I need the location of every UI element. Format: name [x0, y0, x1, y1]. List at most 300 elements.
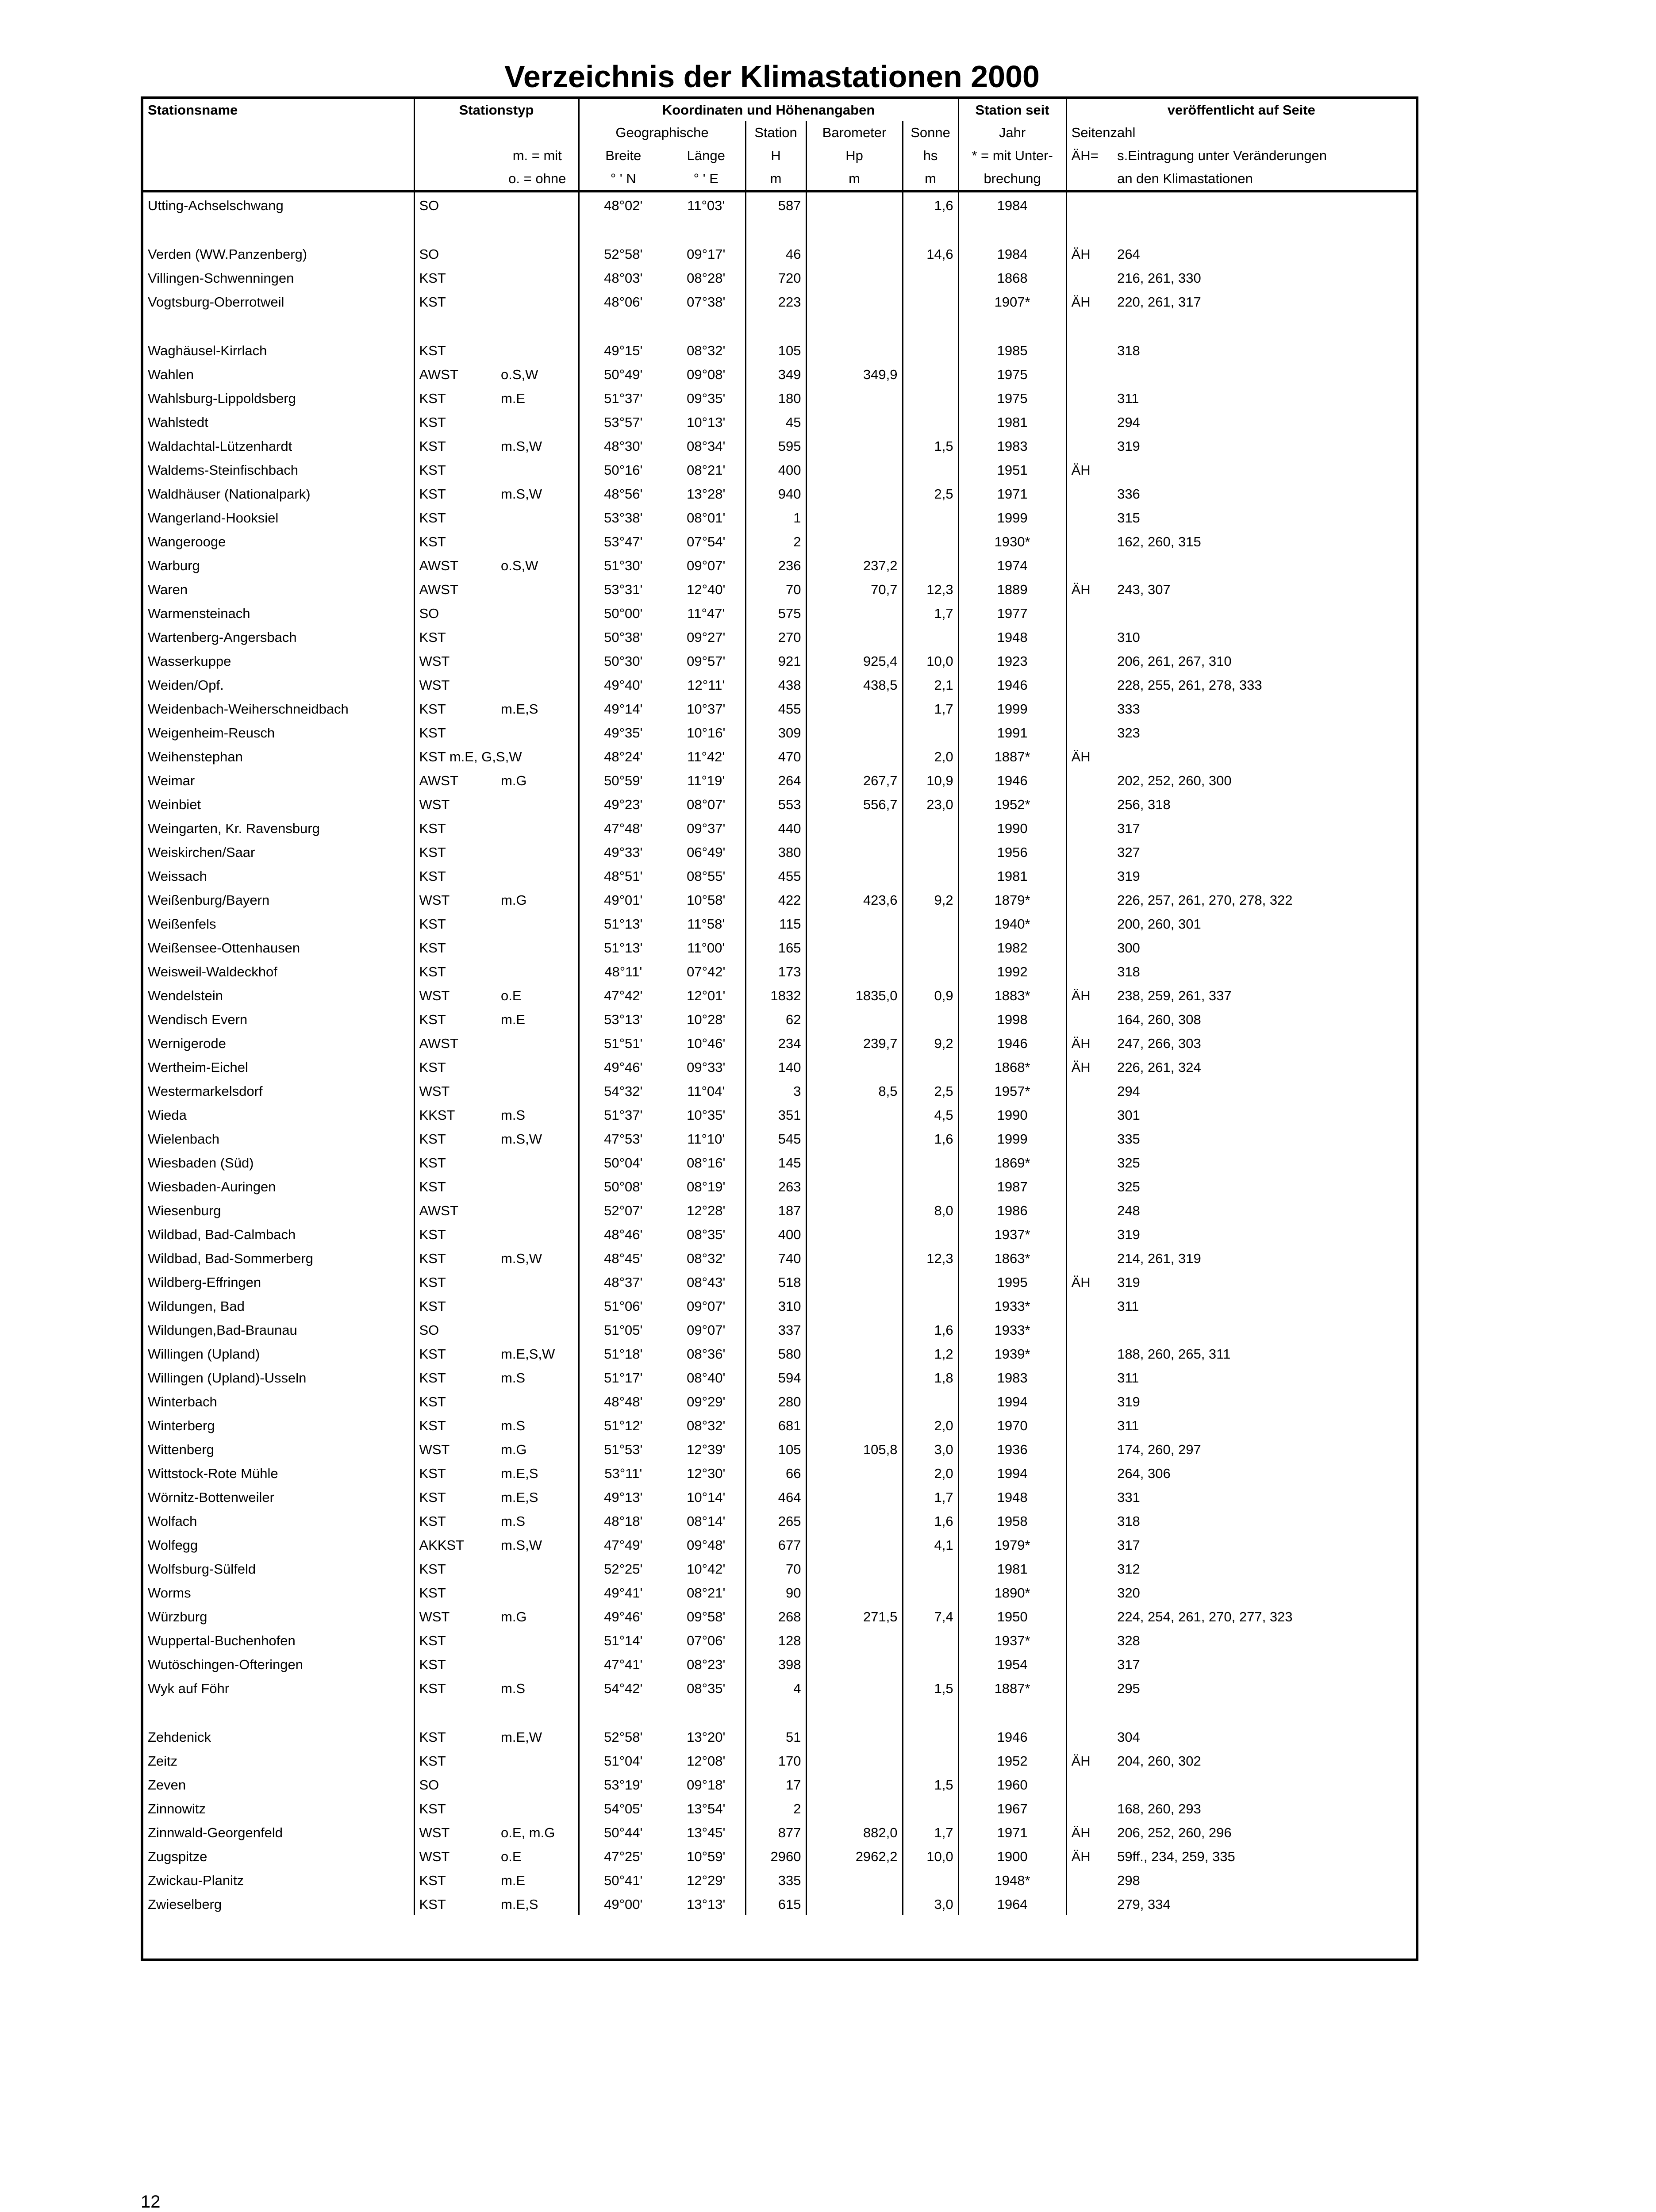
- sonne-hs: 1,6: [903, 1508, 958, 1532]
- seiten: 294: [1117, 1083, 1140, 1099]
- seiten: 319: [1117, 438, 1140, 454]
- breite: 51°13': [579, 935, 667, 959]
- laenge: 08°36': [687, 1346, 726, 1362]
- header-koordinaten: Koordinaten und Höhenangaben: [579, 99, 958, 121]
- barometer-hp: [806, 1867, 903, 1891]
- seiten: 188, 260, 265, 311: [1117, 1346, 1231, 1362]
- jahr: 1946: [958, 768, 1066, 791]
- jahr: 1977: [958, 600, 1066, 624]
- seiten: 323: [1117, 725, 1140, 741]
- laenge: 10°37': [687, 701, 726, 717]
- hoehe-h: 553: [745, 791, 806, 815]
- aenderung: [1066, 600, 1113, 624]
- aenderung: [1066, 1867, 1113, 1891]
- station-typ: KST: [414, 1508, 496, 1532]
- station-typ: KST: [414, 1221, 496, 1245]
- station-typ: SO: [414, 241, 496, 265]
- breite: 49°41': [579, 1580, 667, 1604]
- hoehe-h: 594: [745, 1365, 806, 1389]
- sonne-hs: 2,5: [903, 481, 958, 505]
- header-veroeffentlicht: veröffentlicht auf Seite: [1066, 99, 1416, 121]
- station-mit-ohne: [496, 457, 579, 481]
- barometer-hp: [806, 1651, 903, 1675]
- sonne-hs: 1,7: [903, 1484, 958, 1508]
- hoehe-h: 681: [745, 1413, 806, 1436]
- jahr: 1946: [958, 1724, 1066, 1748]
- station-typ: SO: [414, 600, 496, 624]
- breite: 48°45': [579, 1245, 667, 1269]
- station-mit-ohne: [496, 1748, 579, 1772]
- station-typ: WST: [414, 1843, 496, 1867]
- station-typ: KST: [414, 1867, 496, 1891]
- station-typ: KST: [414, 409, 496, 433]
- jahr: 1946: [958, 1030, 1066, 1054]
- barometer-hp: [806, 385, 903, 409]
- table-row: [143, 1006, 1416, 1030]
- sonne-hs: 2,0: [903, 1460, 958, 1484]
- station-name: Weimar: [148, 773, 195, 788]
- station-name: Wangerland-Hooksiel: [148, 510, 279, 526]
- table-row: [143, 576, 1416, 600]
- jahr: 1999: [958, 696, 1066, 720]
- station-typ: KST: [414, 1556, 496, 1580]
- laenge: 08°32': [687, 1418, 726, 1433]
- seiten: [1113, 457, 1416, 481]
- hoehe-h: 580: [745, 1341, 806, 1365]
- hoehe-h: 145: [745, 1150, 806, 1174]
- aenderung: [1066, 815, 1113, 839]
- station-mit-ohne: m.S,W: [501, 486, 542, 502]
- breite: 48°02': [579, 192, 667, 217]
- sonne-hs: [903, 720, 958, 744]
- sonne-hs: 3,0: [903, 1891, 958, 1915]
- station-mit-ohne: [496, 672, 579, 696]
- jahr: 1958: [958, 1508, 1066, 1532]
- seiten: 226, 257, 261, 270, 278, 322: [1117, 892, 1293, 908]
- hoehe-h: 380: [745, 839, 806, 863]
- station-mit-ohne: [496, 1221, 579, 1245]
- laenge: 08°23': [687, 1657, 726, 1672]
- header-geographische: Geographische: [579, 121, 745, 144]
- station-mit-ohne: [496, 839, 579, 863]
- jahr: 1994: [958, 1389, 1066, 1413]
- laenge: 10°58': [687, 892, 726, 908]
- sonne-hs: 1,7: [903, 600, 958, 624]
- seiten: 317: [1117, 1537, 1140, 1553]
- station-name: Wendisch Evern: [148, 1012, 248, 1027]
- seiten: 162, 260, 315: [1117, 534, 1201, 549]
- aenderung: ÄH: [1066, 576, 1113, 600]
- station-name: Weißenburg/Bayern: [148, 892, 270, 908]
- aenderung: [1066, 505, 1113, 529]
- aenderung: [1066, 1389, 1113, 1413]
- station-mit-ohne: [496, 1772, 579, 1796]
- breite: 48°18': [579, 1508, 667, 1532]
- header-brechung: brechung: [958, 167, 1066, 192]
- hoehe-h: 337: [745, 1317, 806, 1341]
- station-typ: KST: [414, 289, 496, 313]
- jahr: 1868*: [958, 1054, 1066, 1078]
- station-name: Waldachtal-Lützenhardt: [148, 438, 292, 454]
- laenge: 09°33': [687, 1060, 726, 1075]
- hoehe-h: 2: [745, 529, 806, 553]
- breite: 53°11': [579, 1460, 667, 1484]
- header-hp: Hp: [806, 144, 903, 167]
- station-name: Wildbad, Bad-Sommerberg: [148, 1251, 313, 1266]
- station-mit-ohne: m.S: [501, 1418, 526, 1433]
- hoehe-h: 518: [745, 1269, 806, 1293]
- laenge: 08°16': [687, 1155, 726, 1171]
- station-typ: WST: [414, 1604, 496, 1628]
- sonne-hs: [903, 338, 958, 361]
- station-mit-ohne: [496, 505, 579, 529]
- table-row: [143, 505, 1416, 529]
- station-name: Wolfsburg-Sülfeld: [148, 1561, 256, 1577]
- station-typ: KST: [414, 720, 496, 744]
- breite: 51°06': [579, 1293, 667, 1317]
- jahr: 1992: [958, 959, 1066, 983]
- seiten: 247, 266, 303: [1117, 1036, 1201, 1051]
- barometer-hp: [806, 1891, 903, 1915]
- station-typ: KST: [414, 481, 496, 505]
- station-mit-ohne: m.S,W: [501, 438, 542, 454]
- seiten: [1113, 1317, 1416, 1341]
- breite: 49°13': [579, 1484, 667, 1508]
- barometer-hp: [806, 1460, 903, 1484]
- hoehe-h: 62: [745, 1006, 806, 1030]
- station-name: Wiesbaden (Süd): [148, 1155, 254, 1171]
- laenge: 11°47': [687, 606, 725, 621]
- aenderung: [1066, 959, 1113, 983]
- barometer-hp: [806, 959, 903, 983]
- station-name: Weiskirchen/Saar: [148, 845, 255, 860]
- aenderung: [1066, 1221, 1113, 1245]
- barometer-hp: 105,8: [806, 1436, 903, 1460]
- seiten: 317: [1117, 1657, 1140, 1672]
- station-mit-ohne: m.G: [501, 773, 527, 788]
- table-row: [143, 839, 1416, 863]
- jahr: 1923: [958, 648, 1066, 672]
- station-mit-ohne: m.E,W: [501, 1729, 542, 1745]
- barometer-hp: 1835,0: [806, 983, 903, 1006]
- seiten: 279, 334: [1117, 1897, 1171, 1912]
- sonne-hs: [903, 553, 958, 576]
- station-name: Wieda: [148, 1107, 187, 1123]
- sonne-hs: [903, 959, 958, 983]
- jahr: 1974: [958, 553, 1066, 576]
- barometer-hp: [806, 409, 903, 433]
- station-typ: KST: [414, 1126, 496, 1150]
- table-row: [143, 1532, 1416, 1556]
- barometer-hp: [806, 1126, 903, 1150]
- table-row: [143, 696, 1416, 720]
- seiten: 336: [1117, 486, 1140, 502]
- barometer-hp: 349,9: [806, 361, 903, 385]
- jahr: 1952: [958, 1748, 1066, 1772]
- hoehe-h: 51: [745, 1724, 806, 1748]
- jahr: 1890*: [958, 1580, 1066, 1604]
- laenge: 11°42': [687, 749, 725, 764]
- station-name: Willingen (Upland)-Usseln: [148, 1370, 307, 1386]
- station-name: Wahlstedt: [148, 415, 208, 430]
- station-name: Wasserkuppe: [148, 653, 231, 669]
- barometer-hp: [806, 1389, 903, 1413]
- station-name: Waldems-Steinfischbach: [148, 462, 298, 478]
- barometer-hp: 267,7: [806, 768, 903, 791]
- station-mit-ohne: [496, 1269, 579, 1293]
- laenge: 10°59': [687, 1849, 726, 1864]
- station-table: [143, 99, 1416, 1915]
- header-stationsname: Stationsname: [148, 102, 238, 118]
- barometer-hp: 70,7: [806, 576, 903, 600]
- breite: 52°58': [579, 1724, 667, 1748]
- station-mit-ohne: [496, 1389, 579, 1413]
- aenderung: [1066, 409, 1113, 433]
- sonne-hs: 1,6: [903, 1126, 958, 1150]
- seiten: 328: [1117, 1633, 1140, 1648]
- jahr: 1863*: [958, 1245, 1066, 1269]
- aenderung: [1066, 1365, 1113, 1389]
- aenderung: ÄH: [1066, 1054, 1113, 1078]
- sonne-hs: 2,1: [903, 672, 958, 696]
- header-ah: ÄH=: [1066, 144, 1113, 167]
- jahr: 1995: [958, 1269, 1066, 1293]
- hoehe-h: 115: [745, 911, 806, 935]
- station-typ: KST: [414, 863, 496, 887]
- jahr: 1940*: [958, 911, 1066, 935]
- hoehe-h: 677: [745, 1532, 806, 1556]
- station-name: Villingen-Schwenningen: [148, 270, 294, 286]
- aenderung: [1066, 1796, 1113, 1820]
- table-row: [143, 1174, 1416, 1198]
- breite: 49°15': [579, 338, 667, 361]
- aenderung: [1066, 1341, 1113, 1365]
- jahr: 1981: [958, 409, 1066, 433]
- station-mit-ohne: [496, 1030, 579, 1054]
- breite: 50°59': [579, 768, 667, 791]
- table-row: [143, 1484, 1416, 1508]
- station-mit-ohne: o.S,W: [501, 367, 538, 382]
- sonne-hs: [903, 1054, 958, 1078]
- seiten: 243, 307: [1117, 582, 1171, 597]
- station-typ: KST: [414, 1748, 496, 1772]
- laenge: 11°04': [687, 1083, 725, 1099]
- aenderung: [1066, 863, 1113, 887]
- jahr: 1994: [958, 1460, 1066, 1484]
- station-name: Wildungen, Bad: [148, 1298, 245, 1314]
- table-row: [143, 1389, 1416, 1413]
- station-name: Weingarten, Kr. Ravensburg: [148, 821, 320, 836]
- station-typ: WST: [414, 648, 496, 672]
- aenderung: [1066, 1293, 1113, 1317]
- jahr: 1970: [958, 1413, 1066, 1436]
- laenge: 08°55': [687, 868, 726, 884]
- sonne-hs: [903, 457, 958, 481]
- jahr: 1887*: [958, 744, 1066, 768]
- aenderung: [1066, 839, 1113, 863]
- station-mit-ohne: o.E, m.G: [501, 1825, 555, 1840]
- station-typ: WST: [414, 887, 496, 911]
- station-mit-ohne: [496, 241, 579, 265]
- station-name: Zinnowitz: [148, 1801, 206, 1816]
- hoehe-h: 1832: [745, 983, 806, 1006]
- station-name: Utting-Achselschwang: [148, 198, 284, 213]
- station-typ: WST: [414, 1820, 496, 1843]
- sonne-hs: [903, 815, 958, 839]
- station-name: Wutöschingen-Ofteringen: [148, 1657, 303, 1672]
- aenderung: [1066, 1174, 1113, 1198]
- barometer-hp: [806, 1054, 903, 1078]
- jahr: 1933*: [958, 1317, 1066, 1341]
- hoehe-h: 280: [745, 1389, 806, 1413]
- laenge: 07°38': [687, 294, 726, 310]
- hoehe-h: 422: [745, 887, 806, 911]
- breite: 51°12': [579, 1413, 667, 1436]
- sonne-hs: [903, 1221, 958, 1245]
- hoehe-h: 45: [745, 409, 806, 433]
- jahr: 1984: [958, 192, 1066, 217]
- barometer-hp: [806, 1341, 903, 1365]
- jahr: 1937*: [958, 1628, 1066, 1651]
- table-row: [143, 529, 1416, 553]
- station-mit-ohne: m.S: [501, 1370, 526, 1386]
- seiten: 310: [1117, 630, 1140, 645]
- station-name: Zinnwald-Georgenfeld: [148, 1825, 283, 1840]
- breite: 51°17': [579, 1365, 667, 1389]
- station-mit-ohne: [496, 959, 579, 983]
- station-name: Waren: [148, 582, 188, 597]
- seiten: 318: [1117, 1513, 1140, 1529]
- breite: 49°46': [579, 1054, 667, 1078]
- laenge: 11°19': [687, 773, 725, 788]
- aenderung: [1066, 433, 1113, 457]
- station-typ: KST: [414, 1796, 496, 1820]
- seiten: 206, 252, 260, 296: [1117, 1825, 1232, 1840]
- station-mit-ohne: m.S: [501, 1681, 526, 1696]
- station-mit-ohne: m.E,S: [501, 701, 538, 717]
- table-row: [143, 1030, 1416, 1054]
- sonne-hs: [903, 1628, 958, 1651]
- hoehe-h: 70: [745, 576, 806, 600]
- station-typ: WST: [414, 1078, 496, 1102]
- laenge: 11°10': [687, 1131, 725, 1147]
- breite: 49°01': [579, 887, 667, 911]
- breite: 48°30': [579, 433, 667, 457]
- aenderung: [1066, 791, 1113, 815]
- hoehe-h: 180: [745, 385, 806, 409]
- header-station-seit: Station seit: [958, 99, 1066, 121]
- barometer-hp: [806, 1198, 903, 1221]
- laenge: 07°42': [687, 964, 726, 979]
- sonne-hs: [903, 1580, 958, 1604]
- sonne-hs: 2,0: [903, 744, 958, 768]
- seiten: 311: [1117, 391, 1139, 406]
- aenderung: [1066, 935, 1113, 959]
- hoehe-h: 398: [745, 1651, 806, 1675]
- sonne-hs: [903, 624, 958, 648]
- station-typ: WST: [414, 983, 496, 1006]
- sonne-hs: 3,0: [903, 1436, 958, 1460]
- table-row: [143, 983, 1416, 1006]
- station-name: Weiden/Opf.: [148, 677, 224, 693]
- laenge: 11°03': [687, 198, 725, 213]
- hoehe-h: 17: [745, 1772, 806, 1796]
- aenderung: [1066, 1413, 1113, 1436]
- barometer-hp: [806, 241, 903, 265]
- station-mit-ohne: [496, 1054, 579, 1078]
- seiten: 200, 260, 301: [1117, 916, 1201, 932]
- barometer-hp: [806, 1245, 903, 1269]
- header-deg-n: ° ' N: [579, 167, 667, 192]
- laenge: 10°14': [687, 1490, 726, 1505]
- station-mit-ohne: m.G: [501, 892, 527, 908]
- hoehe-h: 268: [745, 1604, 806, 1628]
- aenderung: [1066, 1604, 1113, 1628]
- sonne-hs: [903, 863, 958, 887]
- station-typ: KST: [414, 1484, 496, 1508]
- sonne-hs: 1,5: [903, 1675, 958, 1699]
- laenge: 10°42': [687, 1561, 726, 1577]
- hoehe-h: 223: [745, 289, 806, 313]
- barometer-hp: [806, 1796, 903, 1820]
- sonne-hs: 0,9: [903, 983, 958, 1006]
- barometer-hp: 237,2: [806, 553, 903, 576]
- breite: 49°14': [579, 696, 667, 720]
- laenge: 12°28': [687, 1203, 726, 1218]
- sonne-hs: [903, 289, 958, 313]
- hoehe-h: 400: [745, 457, 806, 481]
- spacer-row: [143, 216, 1416, 241]
- jahr: 1952*: [958, 791, 1066, 815]
- station-mit-ohne: m.E,S,W: [501, 1346, 555, 1362]
- jahr: 1933*: [958, 1293, 1066, 1317]
- sonne-hs: [903, 1389, 958, 1413]
- breite: 48°48': [579, 1389, 667, 1413]
- table-row: [143, 1675, 1416, 1699]
- sonne-hs: 10,0: [903, 1843, 958, 1867]
- sonne-hs: [903, 1651, 958, 1675]
- laenge: 12°11': [687, 677, 725, 693]
- station-name: Wangerooge: [148, 534, 226, 549]
- hoehe-h: 470: [745, 744, 806, 768]
- sonne-hs: [903, 1293, 958, 1317]
- station-typ: AWST: [414, 576, 496, 600]
- seiten: 300: [1117, 940, 1140, 956]
- station-typ: KST: [414, 935, 496, 959]
- aenderung: [1066, 1651, 1113, 1675]
- seiten: 318: [1117, 964, 1140, 979]
- sonne-hs: 2,0: [903, 1413, 958, 1436]
- breite: 48°51': [579, 863, 667, 887]
- station-name: Worms: [148, 1585, 191, 1601]
- hoehe-h: 740: [745, 1245, 806, 1269]
- sonne-hs: [903, 935, 958, 959]
- table-row: [143, 887, 1416, 911]
- barometer-hp: [806, 1532, 903, 1556]
- barometer-hp: [806, 911, 903, 935]
- barometer-hp: [806, 1508, 903, 1532]
- jahr: 1990: [958, 1102, 1066, 1126]
- station-typ: KST: [414, 433, 496, 457]
- aenderung: ÄH: [1066, 241, 1113, 265]
- station-typ: AKKST: [414, 1532, 496, 1556]
- breite: 51°13': [579, 911, 667, 935]
- station-name: Wyk auf Föhr: [148, 1681, 230, 1696]
- spacer-row: [143, 313, 1416, 338]
- hoehe-h: 575: [745, 600, 806, 624]
- breite: 50°38': [579, 624, 667, 648]
- breite: 53°19': [579, 1772, 667, 1796]
